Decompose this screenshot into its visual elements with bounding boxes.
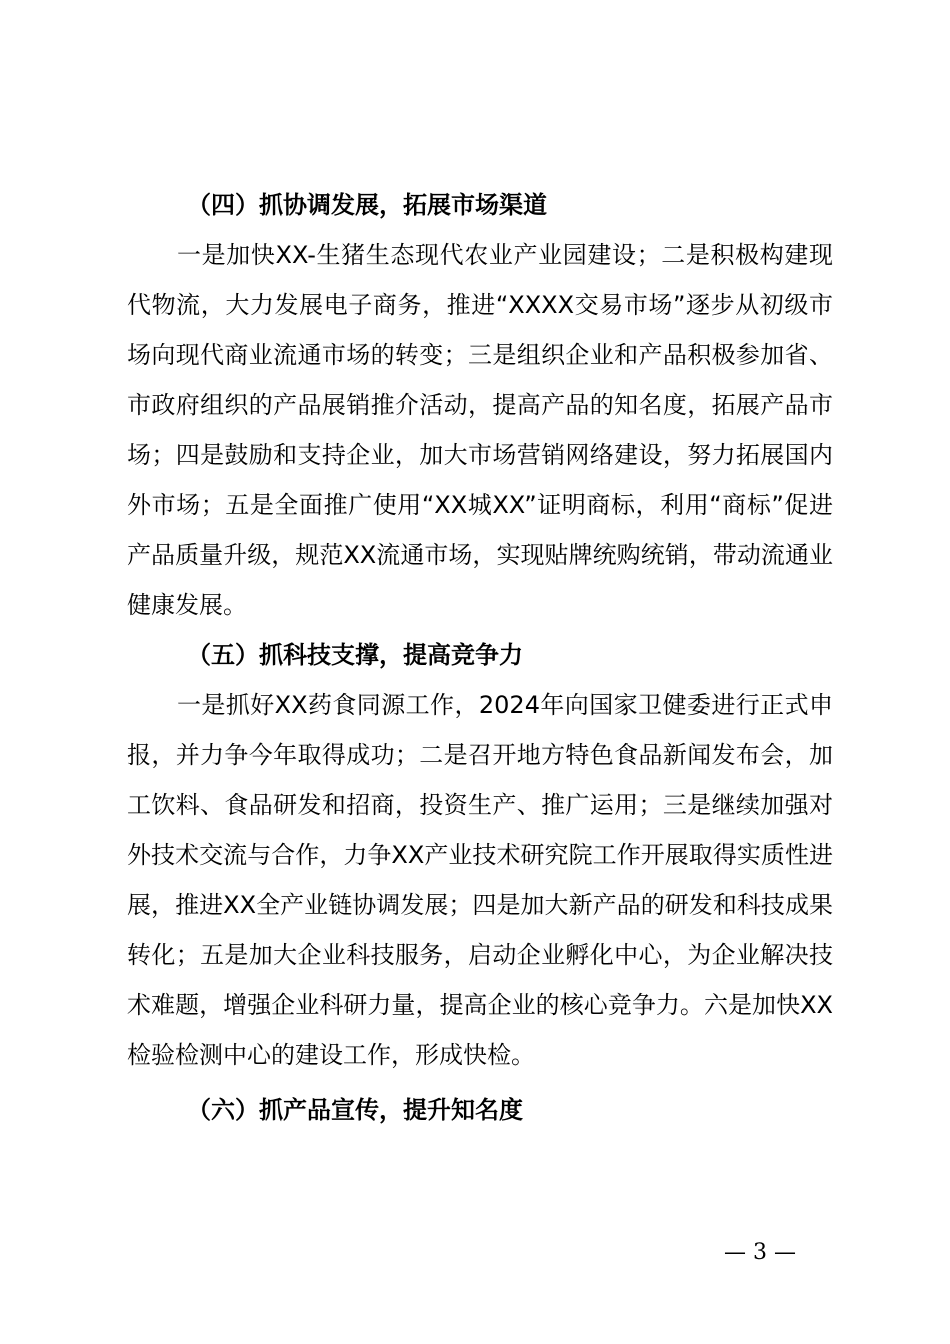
section-heading-6: （六）抓产品宣传，提升知名度 xyxy=(187,1096,523,1124)
document-body xyxy=(127,180,833,1135)
section-paragraph-4: 一是加快XX-生猪生态现代农业产业园建设；二是积极构建现代物流，大力发展电子商务，推进“XXXX交易市场”逐步从初级市场向现代商业流通市场的转变；三是组织企业和产品积极参加省、市政府组织的产品展销推介活动，提高产品的知名度，拓展产品市场；四是鼓励和支持企业，加大市场营销网络建设，努力拓展国内外市场；五是全面推广使用“XX城XX”证明商标，利用“商标”促进产品质量升级，规范XX流通市场，实现贴牌统购统销，带动流通业健康发展。 xyxy=(127,241,833,619)
page-number: — 3 — xyxy=(724,1240,796,1265)
section-heading-4: （四）抓协调发展，拓展市场渠道 xyxy=(187,191,547,219)
section-heading-5: （五）抓科技支撑，提高竞争力 xyxy=(187,641,523,669)
section-paragraph-5: 一是抓好XX药食同源工作，2024年向国家卫健委进行正式申报，并力争今年取得成功；二是召开地方特色食品新闻发布会，加工饮料、食品研发和招商，投资生产、推广运用；三是继续加强对外技术交流与合作，力争XX产业技术研究院工作开展取得实质性进展，推进XX全产业链协调发展；四是加大新产品的研发和科技成果转化；五是加大企业科技服务，启动企业孵化中心，为企业解决技术难题，增强企业科研力量，提高企业的核心竞争力。六是加快XX检验检测中心的建设工作，形成快检。 xyxy=(127,691,833,1069)
